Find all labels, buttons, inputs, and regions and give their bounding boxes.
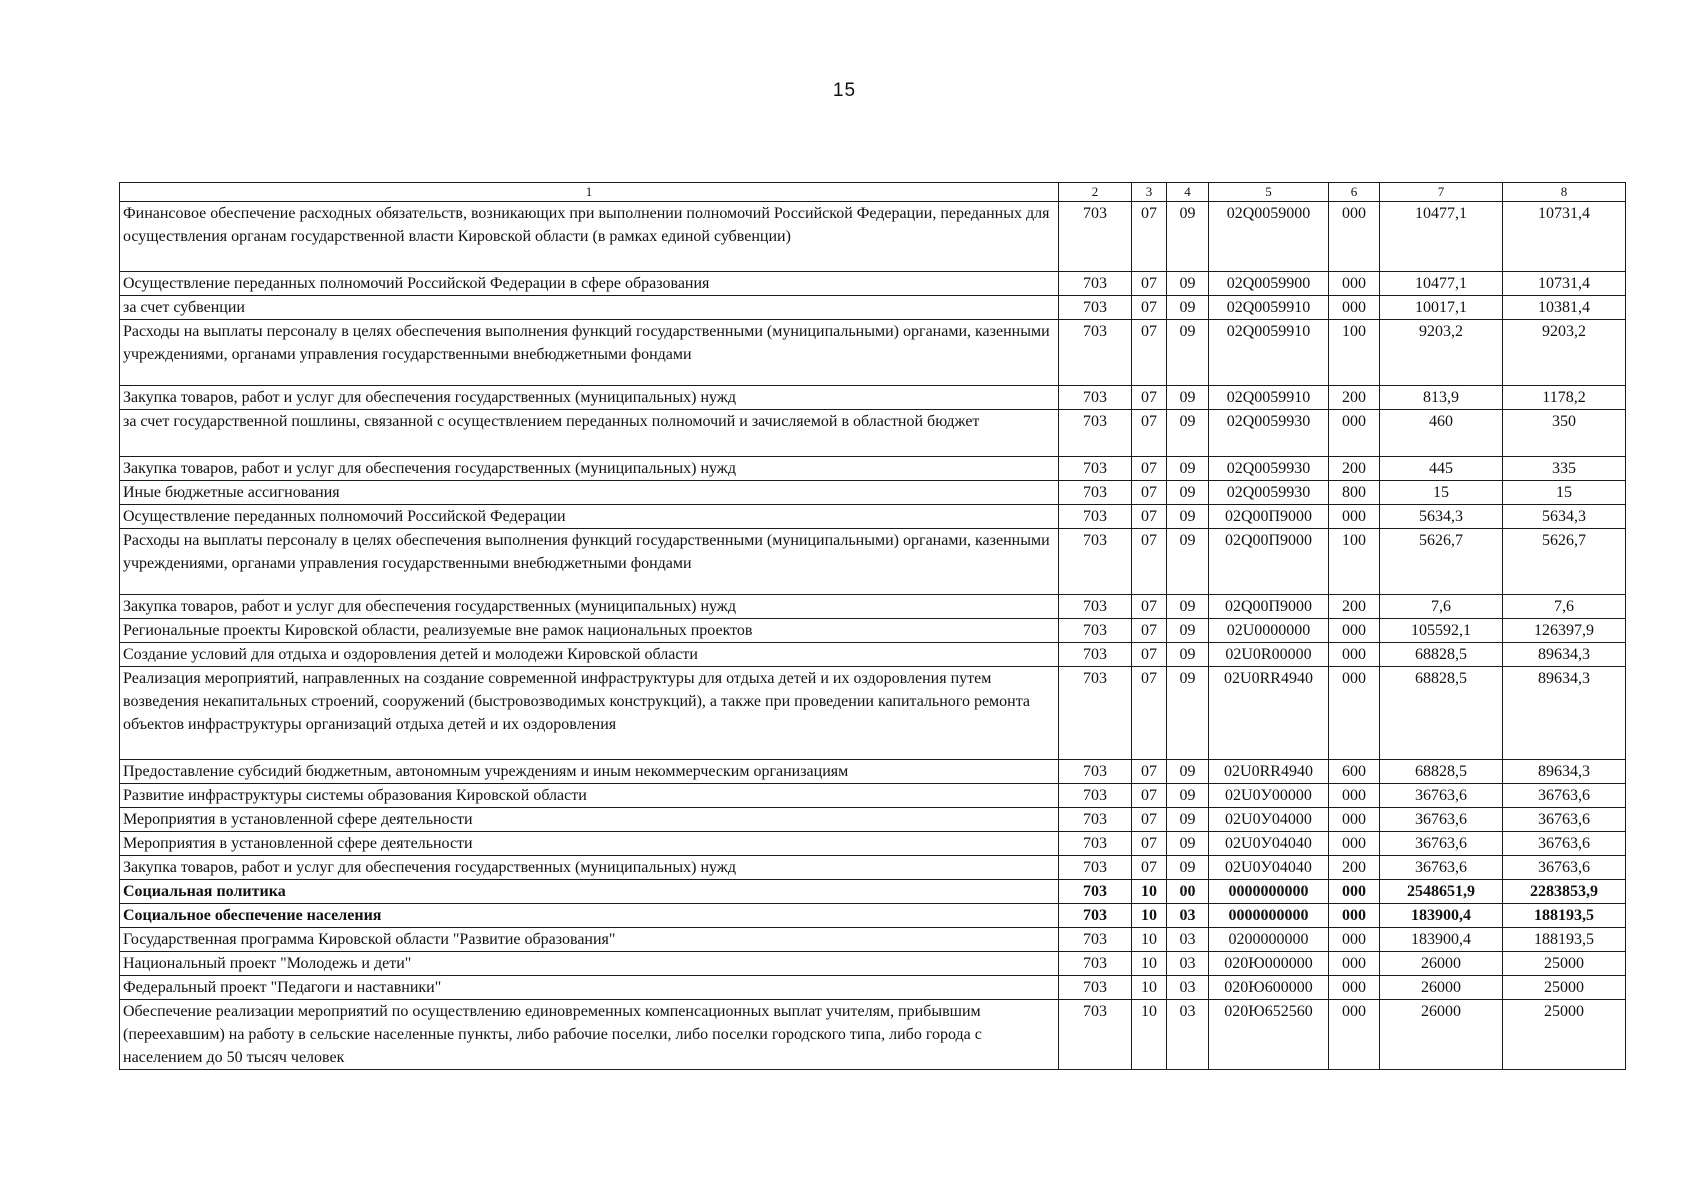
chapter-code-cell: 10 bbox=[1132, 880, 1167, 904]
amount-year1-cell: 36763,6 bbox=[1380, 856, 1503, 880]
subchapter-code-cell: 09 bbox=[1167, 320, 1209, 386]
subchapter-code-cell: 09 bbox=[1167, 529, 1209, 595]
amount-year2-cell: 36763,6 bbox=[1503, 856, 1626, 880]
expense-name-cell: Закупка товаров, работ и услуг для обеспечения государственных (муниципальных) нужд bbox=[120, 856, 1059, 880]
subchapter-code-cell: 09 bbox=[1167, 410, 1209, 457]
subchapter-code-cell: 03 bbox=[1167, 904, 1209, 928]
target-code-cell: 02Q0059910 bbox=[1209, 386, 1329, 410]
section-code-cell: 703 bbox=[1059, 481, 1132, 505]
table-row bbox=[120, 904, 1626, 928]
target-code-cell: 02U0У04040 bbox=[1209, 832, 1329, 856]
column-header: 8 bbox=[1503, 183, 1626, 202]
chapter-code-cell: 10 bbox=[1132, 976, 1167, 1000]
column-header: 5 bbox=[1209, 183, 1329, 202]
section-code-cell: 703 bbox=[1059, 643, 1132, 667]
amount-year2-cell: 5626,7 bbox=[1503, 529, 1626, 595]
target-code-cell: 02U0У04040 bbox=[1209, 856, 1329, 880]
column-header: 3 bbox=[1132, 183, 1167, 202]
section-code-cell: 703 bbox=[1059, 619, 1132, 643]
section-code-cell: 703 bbox=[1059, 529, 1132, 595]
expense-name-cell: Мероприятия в установленной сфере деятельности bbox=[120, 808, 1059, 832]
section-code-cell: 703 bbox=[1059, 928, 1132, 952]
expense-name-cell: Осуществление переданных полномочий Российской Федерации в сфере образования bbox=[120, 272, 1059, 296]
table-row bbox=[120, 595, 1626, 619]
table-row bbox=[120, 619, 1626, 643]
expense-type-cell: 600 bbox=[1329, 760, 1380, 784]
amount-year1-cell: 105592,1 bbox=[1380, 619, 1503, 643]
target-code-cell: 02U0RR4940 bbox=[1209, 760, 1329, 784]
expense-name-cell: Национальный проект "Молодежь и дети" bbox=[120, 952, 1059, 976]
chapter-code-cell: 07 bbox=[1132, 808, 1167, 832]
table-row bbox=[120, 481, 1626, 505]
target-code-cell: 02Q0059930 bbox=[1209, 457, 1329, 481]
chapter-code-cell: 07 bbox=[1132, 667, 1167, 760]
expense-name-cell: Иные бюджетные ассигнования bbox=[120, 481, 1059, 505]
expense-type-cell: 000 bbox=[1329, 667, 1380, 760]
target-code-cell: 020Ю600000 bbox=[1209, 976, 1329, 1000]
subchapter-code-cell: 09 bbox=[1167, 272, 1209, 296]
amount-year2-cell: 2283853,9 bbox=[1503, 880, 1626, 904]
expense-name-cell: Государственная программа Кировской области "Развитие образования" bbox=[120, 928, 1059, 952]
expense-type-cell: 000 bbox=[1329, 202, 1380, 272]
section-code-cell: 703 bbox=[1059, 410, 1132, 457]
chapter-code-cell: 07 bbox=[1132, 619, 1167, 643]
expense-name-cell: Осуществление переданных полномочий Российской Федерации bbox=[120, 505, 1059, 529]
amount-year1-cell: 5626,7 bbox=[1380, 529, 1503, 595]
chapter-code-cell: 07 bbox=[1132, 410, 1167, 457]
chapter-code-cell: 07 bbox=[1132, 320, 1167, 386]
expense-type-cell: 800 bbox=[1329, 481, 1380, 505]
section-code-cell: 703 bbox=[1059, 952, 1132, 976]
subchapter-code-cell: 09 bbox=[1167, 784, 1209, 808]
amount-year2-cell: 7,6 bbox=[1503, 595, 1626, 619]
column-header: 4 bbox=[1167, 183, 1209, 202]
section-code-cell: 703 bbox=[1059, 667, 1132, 760]
amount-year1-cell: 9203,2 bbox=[1380, 320, 1503, 386]
expense-name-cell: Развитие инфраструктуры системы образования Кировской области bbox=[120, 784, 1059, 808]
table-row bbox=[120, 643, 1626, 667]
target-code-cell: 02U0У00000 bbox=[1209, 784, 1329, 808]
chapter-code-cell: 07 bbox=[1132, 832, 1167, 856]
target-code-cell: 020Ю652560 bbox=[1209, 1000, 1329, 1070]
expense-type-cell: 000 bbox=[1329, 880, 1380, 904]
column-header: 6 bbox=[1329, 183, 1380, 202]
amount-year2-cell: 36763,6 bbox=[1503, 784, 1626, 808]
expense-name-cell: Мероприятия в установленной сфере деятельности bbox=[120, 832, 1059, 856]
target-code-cell: 02Q0059900 bbox=[1209, 272, 1329, 296]
amount-year2-cell: 89634,3 bbox=[1503, 643, 1626, 667]
chapter-code-cell: 07 bbox=[1132, 386, 1167, 410]
amount-year1-cell: 15 bbox=[1380, 481, 1503, 505]
expense-name-cell: за счет государственной пошлины, связанной с осуществлением переданных полномочий и зачисляемой в областной бюджет bbox=[120, 410, 1059, 457]
expense-type-cell: 000 bbox=[1329, 832, 1380, 856]
table-row bbox=[120, 505, 1626, 529]
table-row bbox=[120, 1000, 1626, 1070]
section-code-cell: 703 bbox=[1059, 832, 1132, 856]
amount-year1-cell: 813,9 bbox=[1380, 386, 1503, 410]
amount-year1-cell: 68828,5 bbox=[1380, 760, 1503, 784]
amount-year2-cell: 10731,4 bbox=[1503, 272, 1626, 296]
expense-name-cell: Обеспечение реализации мероприятий по осуществлению единовременных компенсационных выплат учителям, прибывшим (переехавшим) на работу в сельские населенные пункты, либо рабочие поселки, либо поселки городского типа, либо города с населением до 50 тысяч человек bbox=[120, 1000, 1059, 1070]
target-code-cell: 02Q0059910 bbox=[1209, 320, 1329, 386]
target-code-cell: 02Q0059930 bbox=[1209, 481, 1329, 505]
expense-name-cell: Создание условий для отдыха и оздоровления детей и молодежи Кировской области bbox=[120, 643, 1059, 667]
target-code-cell: 02Q0059000 bbox=[1209, 202, 1329, 272]
amount-year2-cell: 1178,2 bbox=[1503, 386, 1626, 410]
chapter-code-cell: 07 bbox=[1132, 856, 1167, 880]
table-row bbox=[120, 272, 1626, 296]
subchapter-code-cell: 03 bbox=[1167, 928, 1209, 952]
section-code-cell: 703 bbox=[1059, 976, 1132, 1000]
amount-year2-cell: 5634,3 bbox=[1503, 505, 1626, 529]
section-code-cell: 703 bbox=[1059, 760, 1132, 784]
expense-type-cell: 000 bbox=[1329, 904, 1380, 928]
target-code-cell: 02U0RR4940 bbox=[1209, 667, 1329, 760]
subchapter-code-cell: 09 bbox=[1167, 667, 1209, 760]
subchapter-code-cell: 09 bbox=[1167, 856, 1209, 880]
chapter-code-cell: 07 bbox=[1132, 760, 1167, 784]
expense-type-cell: 000 bbox=[1329, 976, 1380, 1000]
chapter-code-cell: 07 bbox=[1132, 296, 1167, 320]
section-code-cell: 703 bbox=[1059, 457, 1132, 481]
table-row bbox=[120, 320, 1626, 386]
table-row bbox=[120, 760, 1626, 784]
subchapter-code-cell: 09 bbox=[1167, 595, 1209, 619]
amount-year2-cell: 25000 bbox=[1503, 1000, 1626, 1070]
target-code-cell: 02Q00П9000 bbox=[1209, 595, 1329, 619]
subchapter-code-cell: 09 bbox=[1167, 481, 1209, 505]
subchapter-code-cell: 00 bbox=[1167, 880, 1209, 904]
expense-name-cell: Финансовое обеспечение расходных обязательств, возникающих при выполнении полномочий Российской Федерации, переданных для осуществления органам государственной власти Кировской области (в рамках единой субвенции) bbox=[120, 202, 1059, 272]
expense-type-cell: 000 bbox=[1329, 952, 1380, 976]
amount-year2-cell: 25000 bbox=[1503, 952, 1626, 976]
expense-type-cell: 000 bbox=[1329, 619, 1380, 643]
expense-type-cell: 100 bbox=[1329, 320, 1380, 386]
target-code-cell: 02Q00П9000 bbox=[1209, 529, 1329, 595]
subchapter-code-cell: 09 bbox=[1167, 619, 1209, 643]
subchapter-code-cell: 09 bbox=[1167, 643, 1209, 667]
subchapter-code-cell: 03 bbox=[1167, 976, 1209, 1000]
amount-year2-cell: 15 bbox=[1503, 481, 1626, 505]
expense-type-cell: 000 bbox=[1329, 808, 1380, 832]
expense-type-cell: 000 bbox=[1329, 643, 1380, 667]
chapter-code-cell: 07 bbox=[1132, 784, 1167, 808]
amount-year1-cell: 36763,6 bbox=[1380, 832, 1503, 856]
amount-year2-cell: 350 bbox=[1503, 410, 1626, 457]
section-code-cell: 703 bbox=[1059, 856, 1132, 880]
expense-type-cell: 100 bbox=[1329, 529, 1380, 595]
table-row bbox=[120, 952, 1626, 976]
section-code-cell: 703 bbox=[1059, 202, 1132, 272]
chapter-code-cell: 07 bbox=[1132, 481, 1167, 505]
amount-year1-cell: 10477,1 bbox=[1380, 272, 1503, 296]
expense-name-cell: Региональные проекты Кировской области, реализуемые вне рамок национальных проектов bbox=[120, 619, 1059, 643]
table-row bbox=[120, 856, 1626, 880]
amount-year1-cell: 26000 bbox=[1380, 952, 1503, 976]
target-code-cell: 02U0У04000 bbox=[1209, 808, 1329, 832]
target-code-cell: 0000000000 bbox=[1209, 904, 1329, 928]
amount-year2-cell: 36763,6 bbox=[1503, 808, 1626, 832]
table-row bbox=[120, 808, 1626, 832]
page-number: 15 bbox=[832, 80, 857, 101]
chapter-code-cell: 07 bbox=[1132, 595, 1167, 619]
table-row bbox=[120, 202, 1626, 272]
column-header: 1 bbox=[120, 183, 1059, 202]
section-code-cell: 703 bbox=[1059, 784, 1132, 808]
amount-year1-cell: 445 bbox=[1380, 457, 1503, 481]
chapter-code-cell: 07 bbox=[1132, 457, 1167, 481]
amount-year1-cell: 36763,6 bbox=[1380, 784, 1503, 808]
expense-type-cell: 000 bbox=[1329, 410, 1380, 457]
amount-year1-cell: 7,6 bbox=[1380, 595, 1503, 619]
subchapter-code-cell: 09 bbox=[1167, 832, 1209, 856]
table-row bbox=[120, 928, 1626, 952]
amount-year1-cell: 10017,1 bbox=[1380, 296, 1503, 320]
section-code-cell: 703 bbox=[1059, 808, 1132, 832]
expense-type-cell: 000 bbox=[1329, 784, 1380, 808]
table-row bbox=[120, 832, 1626, 856]
subchapter-code-cell: 09 bbox=[1167, 386, 1209, 410]
subchapter-code-cell: 09 bbox=[1167, 808, 1209, 832]
amount-year2-cell: 188193,5 bbox=[1503, 904, 1626, 928]
amount-year1-cell: 36763,6 bbox=[1380, 808, 1503, 832]
amount-year1-cell: 183900,4 bbox=[1380, 928, 1503, 952]
expense-type-cell: 200 bbox=[1329, 595, 1380, 619]
table-row bbox=[120, 296, 1626, 320]
subchapter-code-cell: 09 bbox=[1167, 505, 1209, 529]
amount-year1-cell: 68828,5 bbox=[1380, 643, 1503, 667]
amount-year1-cell: 26000 bbox=[1380, 1000, 1503, 1070]
amount-year1-cell: 5634,3 bbox=[1380, 505, 1503, 529]
table-row bbox=[120, 784, 1626, 808]
expense-type-cell: 200 bbox=[1329, 457, 1380, 481]
table-row bbox=[120, 529, 1626, 595]
expense-type-cell: 000 bbox=[1329, 928, 1380, 952]
amount-year2-cell: 10731,4 bbox=[1503, 202, 1626, 272]
table-row bbox=[120, 880, 1626, 904]
expense-type-cell: 000 bbox=[1329, 296, 1380, 320]
section-code-cell: 703 bbox=[1059, 595, 1132, 619]
chapter-code-cell: 10 bbox=[1132, 928, 1167, 952]
expense-name-cell: за счет субвенции bbox=[120, 296, 1059, 320]
column-header: 2 bbox=[1059, 183, 1132, 202]
target-code-cell: 02U0R00000 bbox=[1209, 643, 1329, 667]
target-code-cell: 02Q0059910 bbox=[1209, 296, 1329, 320]
amount-year1-cell: 2548651,9 bbox=[1380, 880, 1503, 904]
table-row bbox=[120, 410, 1626, 457]
chapter-code-cell: 10 bbox=[1132, 904, 1167, 928]
table-row bbox=[120, 667, 1626, 760]
amount-year1-cell: 26000 bbox=[1380, 976, 1503, 1000]
chapter-code-cell: 07 bbox=[1132, 505, 1167, 529]
expense-name-cell: Социальная политика bbox=[120, 880, 1059, 904]
expense-type-cell: 000 bbox=[1329, 1000, 1380, 1070]
target-code-cell: 02Q00П9000 bbox=[1209, 505, 1329, 529]
amount-year2-cell: 89634,3 bbox=[1503, 760, 1626, 784]
amount-year2-cell: 9203,2 bbox=[1503, 320, 1626, 386]
section-code-cell: 703 bbox=[1059, 904, 1132, 928]
table-row bbox=[120, 976, 1626, 1000]
chapter-code-cell: 07 bbox=[1132, 272, 1167, 296]
target-code-cell: 0000000000 bbox=[1209, 880, 1329, 904]
subchapter-code-cell: 09 bbox=[1167, 457, 1209, 481]
chapter-code-cell: 07 bbox=[1132, 643, 1167, 667]
chapter-code-cell: 07 bbox=[1132, 529, 1167, 595]
target-code-cell: 020Ю000000 bbox=[1209, 952, 1329, 976]
section-code-cell: 703 bbox=[1059, 880, 1132, 904]
budget-table bbox=[119, 182, 1626, 1070]
section-code-cell: 703 bbox=[1059, 272, 1132, 296]
table-row bbox=[120, 457, 1626, 481]
amount-year2-cell: 335 bbox=[1503, 457, 1626, 481]
expense-name-cell: Федеральный проект "Педагоги и наставники" bbox=[120, 976, 1059, 1000]
table-body bbox=[120, 202, 1626, 1070]
amount-year1-cell: 68828,5 bbox=[1380, 667, 1503, 760]
table-header-row bbox=[120, 183, 1626, 202]
chapter-code-cell: 10 bbox=[1132, 1000, 1167, 1070]
subchapter-code-cell: 09 bbox=[1167, 296, 1209, 320]
section-code-cell: 703 bbox=[1059, 320, 1132, 386]
amount-year1-cell: 10477,1 bbox=[1380, 202, 1503, 272]
expense-name-cell: Социальное обеспечение населения bbox=[120, 904, 1059, 928]
expense-name-cell: Закупка товаров, работ и услуг для обеспечения государственных (муниципальных) нужд bbox=[120, 386, 1059, 410]
amount-year2-cell: 188193,5 bbox=[1503, 928, 1626, 952]
subchapter-code-cell: 09 bbox=[1167, 202, 1209, 272]
amount-year2-cell: 36763,6 bbox=[1503, 832, 1626, 856]
expense-type-cell: 200 bbox=[1329, 856, 1380, 880]
amount-year1-cell: 183900,4 bbox=[1380, 904, 1503, 928]
subchapter-code-cell: 09 bbox=[1167, 760, 1209, 784]
table-row bbox=[120, 386, 1626, 410]
section-code-cell: 703 bbox=[1059, 505, 1132, 529]
expense-name-cell: Предоставление субсидий бюджетным, автономным учреждениям и иным некоммерческим организациям bbox=[120, 760, 1059, 784]
amount-year2-cell: 25000 bbox=[1503, 976, 1626, 1000]
section-code-cell: 703 bbox=[1059, 386, 1132, 410]
target-code-cell: 02U0000000 bbox=[1209, 619, 1329, 643]
expense-name-cell: Закупка товаров, работ и услуг для обеспечения государственных (муниципальных) нужд bbox=[120, 595, 1059, 619]
amount-year2-cell: 10381,4 bbox=[1503, 296, 1626, 320]
subchapter-code-cell: 03 bbox=[1167, 1000, 1209, 1070]
chapter-code-cell: 07 bbox=[1132, 202, 1167, 272]
amount-year1-cell: 460 bbox=[1380, 410, 1503, 457]
section-code-cell: 703 bbox=[1059, 1000, 1132, 1070]
section-code-cell: 703 bbox=[1059, 296, 1132, 320]
expense-name-cell: Расходы на выплаты персоналу в целях обеспечения выполнения функций государственными (муниципальными) органами, казенными учреждениями, органами управления государственными внебюджетными фондами bbox=[120, 320, 1059, 386]
expense-name-cell: Расходы на выплаты персоналу в целях обеспечения выполнения функций государственными (муниципальными) органами, казенными учреждениями, органами управления государственными внебюджетными фондами bbox=[120, 529, 1059, 595]
expense-name-cell: Закупка товаров, работ и услуг для обеспечения государственных (муниципальных) нужд bbox=[120, 457, 1059, 481]
expense-type-cell: 000 bbox=[1329, 505, 1380, 529]
chapter-code-cell: 10 bbox=[1132, 952, 1167, 976]
subchapter-code-cell: 03 bbox=[1167, 952, 1209, 976]
expense-name-cell: Реализация мероприятий, направленных на создание современной инфраструктуры для отдыха детей и их оздоровления путем возведения некапитальных строений, сооружений (быстровозводимых конструкций), а также при проведении капитального ремонта объектов инфраструктуры организаций отдыха детей и их оздоровления bbox=[120, 667, 1059, 760]
amount-year2-cell: 126397,9 bbox=[1503, 619, 1626, 643]
target-code-cell: 02Q0059930 bbox=[1209, 410, 1329, 457]
column-header: 7 bbox=[1380, 183, 1503, 202]
amount-year2-cell: 89634,3 bbox=[1503, 667, 1626, 760]
target-code-cell: 0200000000 bbox=[1209, 928, 1329, 952]
expense-type-cell: 000 bbox=[1329, 272, 1380, 296]
expense-type-cell: 200 bbox=[1329, 386, 1380, 410]
